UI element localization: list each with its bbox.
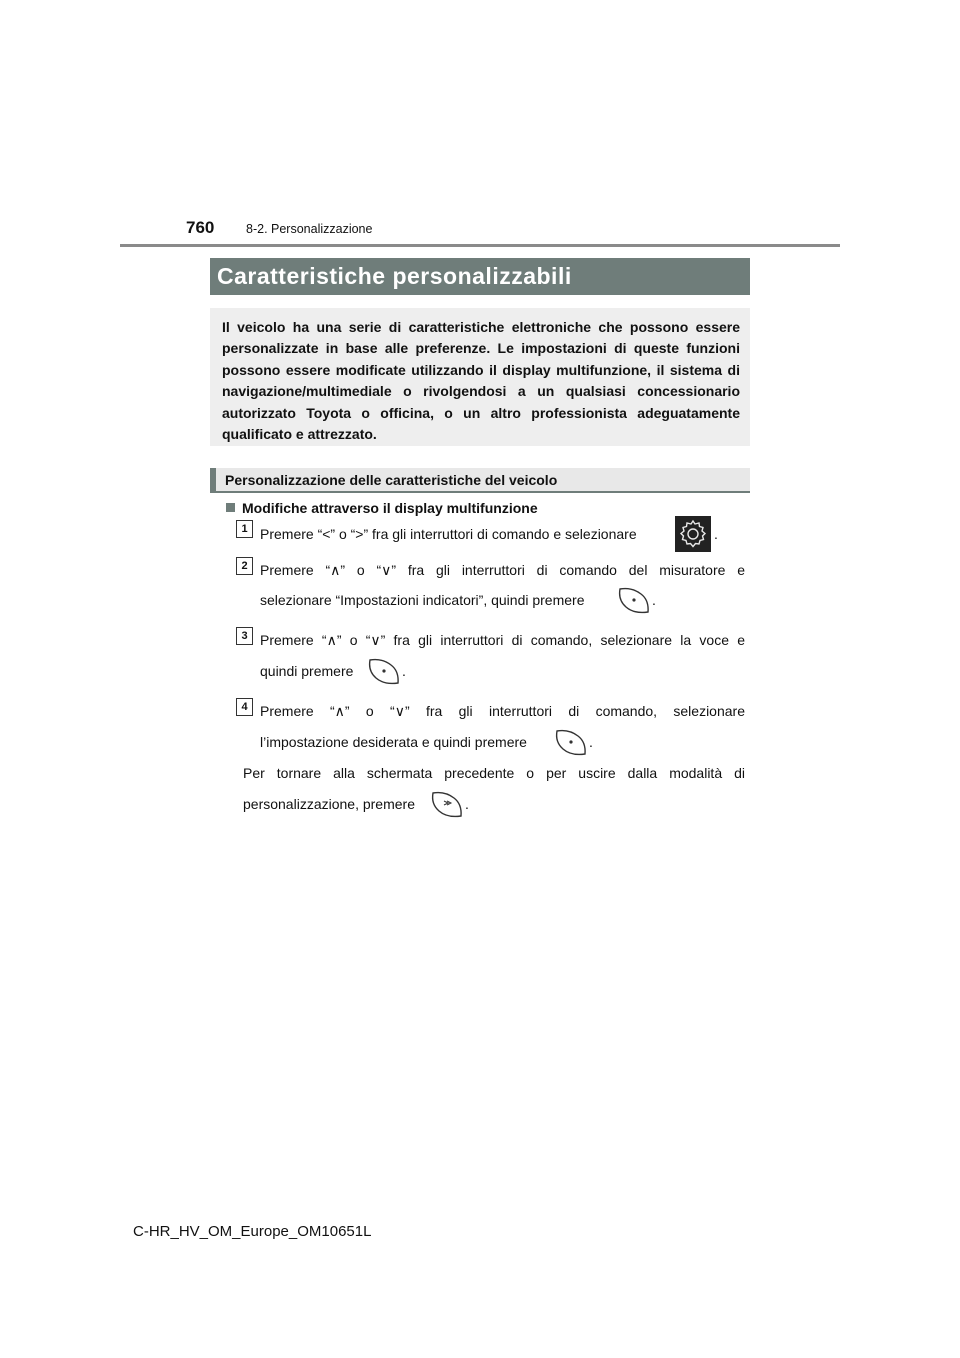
step-number-1: 1 bbox=[236, 520, 253, 538]
enter-button-icon bbox=[366, 656, 402, 686]
enter-button-icon bbox=[553, 727, 589, 757]
settings-gear-icon bbox=[675, 516, 711, 552]
intro-box bbox=[210, 308, 750, 446]
step-number-3: 3 bbox=[236, 627, 253, 645]
intro-text: Il veicolo ha una serie di caratteristiche elettroniche che possono essere personalizzate in base alle preferenze. Le impostazioni di queste funzioni possono essere modificate utilizzando il display multifunzione, il sistema di navigazione/multimediale o rivolgendosi a un qualsiasi concessionario autorizzato Toyota o officina, o un altro professionista adeguatamente qualificato e attrezzato. bbox=[222, 319, 740, 443]
section-subheading: Personalizzazione delle caratteristiche del veicolo bbox=[210, 468, 750, 493]
step-number-2: 2 bbox=[236, 557, 253, 575]
step-3-end: . bbox=[402, 663, 406, 679]
back-button-icon bbox=[429, 789, 465, 819]
header-divider bbox=[120, 244, 840, 247]
bullet-square-icon bbox=[226, 503, 235, 512]
step-2-end: . bbox=[652, 592, 656, 608]
section-reference: 8-2. Personalizzazione bbox=[246, 222, 373, 236]
note-line-1: Per tornare alla schermata precedente o per uscire dalla modalità di bbox=[243, 765, 745, 781]
step-2-line-2: selezionare “Impostazioni indicatori”, quindi premere bbox=[260, 592, 585, 608]
bullet-heading-text: Modifiche attraverso il display multifunzione bbox=[242, 500, 538, 516]
step-number-4: 4 bbox=[236, 698, 253, 716]
enter-button-icon bbox=[616, 585, 652, 615]
step-3-line-2: quindi premere bbox=[260, 663, 354, 679]
note-line-2: personalizzazione, premere bbox=[243, 796, 415, 812]
footer-doc-id: C-HR_HV_OM_Europe_OM10651L bbox=[133, 1223, 372, 1240]
step-2-line-1: Premere “∧” o “∨” fra gli interruttori di comando del misuratore e bbox=[260, 562, 745, 578]
note-end: . bbox=[465, 796, 469, 812]
page-number: 760 bbox=[186, 218, 215, 237]
bullet-heading bbox=[226, 500, 538, 516]
step-3-line-1: Premere “∧” o “∨” fra gli interruttori di comando, selezionare la voce e bbox=[260, 632, 745, 648]
step-4-line-1: Premere “∧” o “∨” fra gli interruttori di comando, selezionare bbox=[260, 703, 745, 719]
step-4-end: . bbox=[589, 734, 593, 750]
step-1-end: . bbox=[714, 526, 718, 542]
step-1-text: Premere “<” o “>” fra gli interruttori di comando e selezionare bbox=[260, 526, 637, 542]
step-4-line-2: l’impostazione desiderata e quindi premere bbox=[260, 734, 527, 750]
page-title: Caratteristiche personalizzabili bbox=[210, 258, 750, 295]
